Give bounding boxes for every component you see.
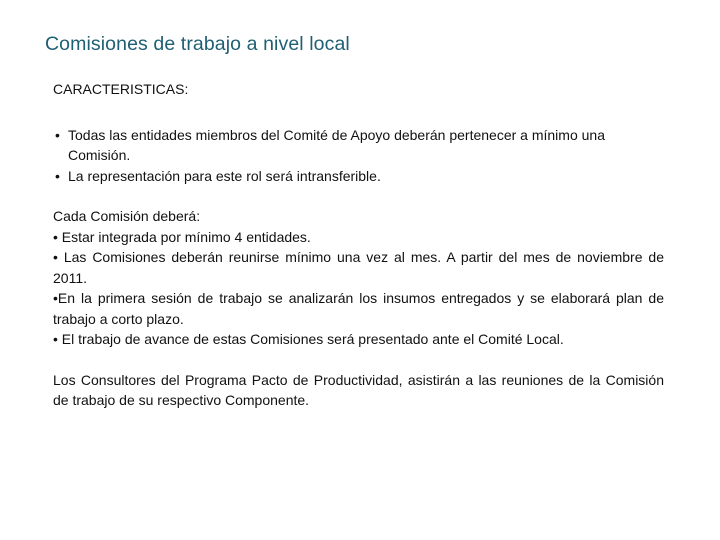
comision-item: • Estar integrada por mínimo 4 entidades. (53, 228, 311, 245)
comision-heading: Cada Comisión deberá: (53, 208, 201, 224)
list-item: • Todas las entidades miembros del Comité de Apoyo deberán pertenecer a mínimo una Comisión. (53, 125, 664, 166)
caracteristicas-heading: CARACTERISTICAS: (53, 81, 189, 97)
closing-paragraph: Los Consultores del Programa Pacto de Productividad, asistirán a las reuniones de la Comisión de trabajo de su respectivo Componente. (53, 371, 664, 408)
list-item: • La representación para este rol será intransferible. (53, 166, 664, 187)
slide-body (53, 79, 664, 411)
comision-item: • Las Comisiones deberán reunirse mínimo una vez al mes. A partir del mes de noviembre de 2011. (53, 249, 664, 286)
slide-title: Comisiones de trabajo a nivel local (45, 33, 350, 55)
comision-item: •En la primera sesión de trabajo se analizarán los insumos entregados y se elaborará plan de trabajo a corto plazo. (53, 290, 664, 327)
comision-section (53, 206, 664, 350)
comision-item: • El trabajo de avance de estas Comisiones será presentado ante el Comité Local. (53, 331, 564, 347)
caracteristicas-list (53, 125, 664, 187)
